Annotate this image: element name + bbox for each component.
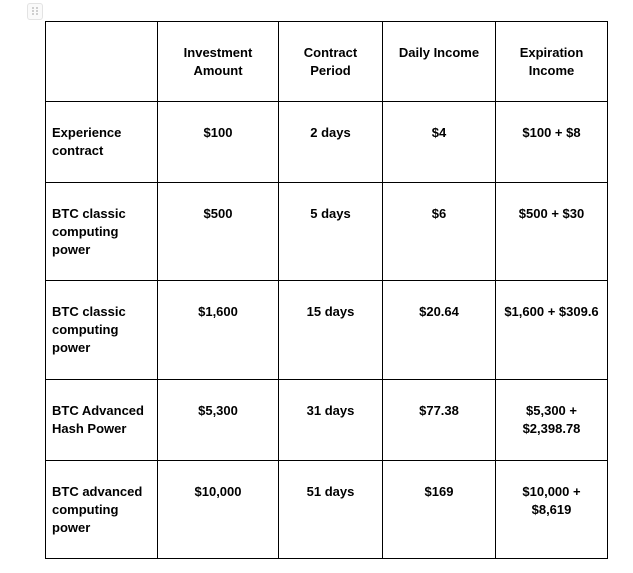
table-cell[interactable]: $77.38 [383,380,496,461]
header-cell[interactable]: Expiration Income [496,22,608,102]
table-cell[interactable]: $500 [158,183,279,281]
table-cell[interactable]: $10,000 [158,461,279,559]
table-cell[interactable]: $169 [383,461,496,559]
table-cell[interactable]: $500 + $30 [496,183,608,281]
table-cell[interactable]: 5 days [279,183,383,281]
table-cell[interactable]: 15 days [279,281,383,380]
plan-name-cell[interactable]: BTC classic computing power [46,183,158,281]
table-row [46,380,608,461]
table-row [46,102,608,183]
table-cell[interactable]: $5,300 [158,380,279,461]
plan-name-cell[interactable]: BTC Advanced Hash Power [46,380,158,461]
table-cell[interactable]: 31 days [279,380,383,461]
header-cell[interactable] [46,22,158,102]
drag-dots-icon [32,7,39,17]
table-cell[interactable]: 51 days [279,461,383,559]
header-cell[interactable]: Investment Amount [158,22,279,102]
table-header-row [46,22,608,102]
table-cell[interactable]: $10,000 + $8,619 [496,461,608,559]
investment-plans-table [45,21,608,559]
table-cell[interactable]: $100 + $8 [496,102,608,183]
table-cell[interactable]: $6 [383,183,496,281]
plan-name-cell[interactable]: BTC classic computing power [46,281,158,380]
header-cell[interactable]: Contract Period [279,22,383,102]
table-drag-handle[interactable] [27,3,43,20]
table-cell[interactable]: $20.64 [383,281,496,380]
table-row [46,281,608,380]
table-cell[interactable]: $1,600 + $309.6 [496,281,608,380]
table-row [46,461,608,559]
plan-name-cell[interactable]: BTC advanced computing power [46,461,158,559]
table-row [46,183,608,281]
table-cell[interactable]: $1,600 [158,281,279,380]
header-cell[interactable]: Daily Income [383,22,496,102]
table-cell[interactable]: $5,300 + $2,398.78 [496,380,608,461]
table-cell[interactable]: $4 [383,102,496,183]
table-cell[interactable]: 2 days [279,102,383,183]
plan-name-cell[interactable]: Experience contract [46,102,158,183]
table-cell[interactable]: $100 [158,102,279,183]
